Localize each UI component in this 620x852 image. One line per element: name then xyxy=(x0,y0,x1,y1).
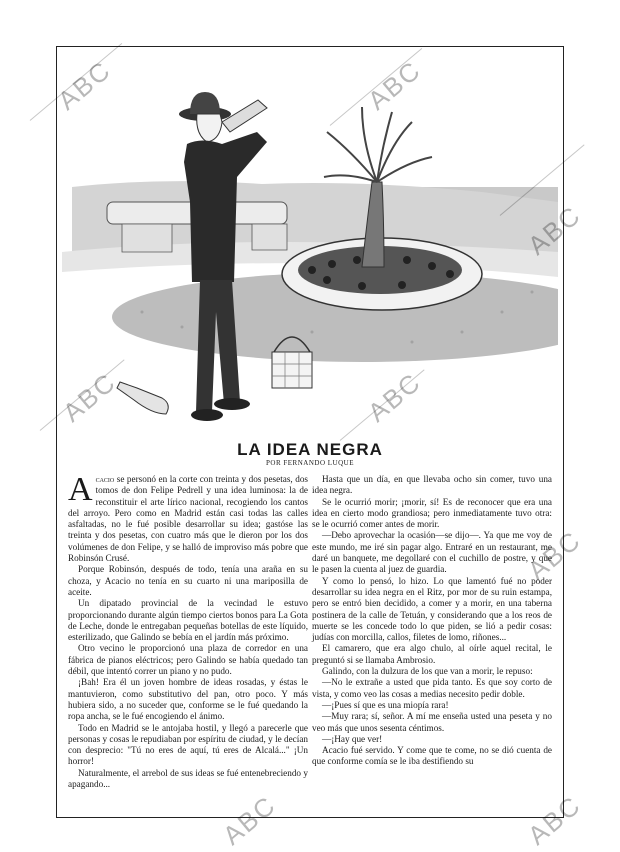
paragraph: —¡Hay que ver! xyxy=(322,733,383,744)
illustration xyxy=(62,52,558,432)
paragraph: Todo en Madrid se le antojaba hostil, y llegó a parecerle que personas y cosas le repudiaban por espíritu de ciudad, y le decían con desprecio: "Tú no eres de aquí, tú eres de Alcalá..." ¡Un horror! xyxy=(68,722,308,767)
article-title: LA IDEA NEGRA xyxy=(237,440,383,459)
paragraph: Galindo, con la dulzura de los que van a morir, le repuso: xyxy=(322,666,533,677)
paragraph: Se le ocurrió morir; ¡morir, sí! Es de reconocer que era una idea en cierto modo grandiosa; pero inmediatamente tuvo otra: se le ocurrió comer antes de morir. xyxy=(312,496,552,530)
opening-text: se personó en la corte con treinta y dos pesetas, dos tomos de don Felipe Pedrell y una idea luminosa: la de reconstituir el arte lírico nacional, recogiendo los cantos del arroyo. Pero como en Madrid están casi todas las calles asfaltadas, no le fué posible desarrollar su idea; gastóse las treinta y dos pesetas, con cuatro más que le dieron por los dos volúmenes de don Felipe, y se halló de improviso más pobre que Robinsón Crusé. xyxy=(68,474,308,564)
watermark-text: ABC xyxy=(51,54,117,116)
right-column xyxy=(312,474,552,768)
watermark-text: ABC xyxy=(56,366,122,428)
fallen-bottle xyxy=(117,382,168,414)
paragraph: —No le extrañe a usted que pida tanto. Es que soy corto de vista, y como veo las cosas a medias necesito pedir doble. xyxy=(312,677,552,699)
paragraph: El camarero, que era algo chulo, al oírle aquel recital, le preguntó si se llamaba Ambrosio. xyxy=(312,643,552,665)
paragraph: Un dipatado provincial de la vecindad le estuvo proporcionando durante algún tiempo ciertos bonos para La Gota de Leche, donde le entregaban pequeñas botellas de este líquido, esterilizado, que Galindo se bebía en el jardín más próximo. xyxy=(68,598,308,643)
paragraph: Porque Robinsón, después de todo, tenía una araña en su choza, y Acacio no tenía en su cuarto ni una mariposilla de aceite. xyxy=(68,564,308,597)
watermark-text: ABC xyxy=(521,199,587,261)
opening-smallcaps: cacio xyxy=(95,474,115,484)
left-column xyxy=(68,471,308,790)
watermark-text: ABC xyxy=(361,54,427,116)
opening-paragraph xyxy=(68,471,308,564)
paragraph: ¡Bah! Era él un joven hombre de ideas rosadas, y éstas le mantuvieron, como substitutivo del pan, otro poco. Y más hubiera sido, a no suceder que, conforme se le fué quedando la ropa ancha, se le fué encogiendo el ánimo. xyxy=(68,677,308,722)
paragraph: Otro vecino le proporcionó una plaza de corredor en una fábrica de pianos eléctricos; pero Galindo se había quedado tan débil, que intentó correr un piano y no pudo. xyxy=(68,643,308,677)
paragraph: Y como lo pensó, lo hizo. Lo que lamentó fué no poder desarrollar su idea negra en el Ritz, por mor de su ruin estampa, pero se entró bien decidido, a comer y a morir, en una taberna postinera de la calle de Tetuán, y considerando que a los reos de muerte se les concede todo lo que piden, se lió a pedir cosas: judías con morcilla, callos, filetes de lomo, riñones... xyxy=(312,575,552,643)
paragraph: —Debo aprovechar la ocasión—se dijo—. Ya que me voy de este mundo, me iré sin pagar algo. Entraré en un restaurant, me daré un banquete, me degollaré con el cuchillo de postre, y que le pasen la cuenta al juez de guardia. xyxy=(312,530,552,575)
watermark-text: ABC xyxy=(521,524,587,586)
paragraph: Acacio fué servido. Y come que te come, no se dió cuenta de que conforme comía se le iba destifiendo su xyxy=(312,745,552,767)
paragraph: Hasta que un día, en que llevaba ocho sin comer, tuvo una idea negra. xyxy=(312,474,552,496)
paragraph: —Muy rara; sí, señor. A mí me enseña usted una peseta y no veo más que unos sesenta céntimos. xyxy=(312,711,552,733)
drop-cap: A xyxy=(68,471,93,508)
article-byline: POR FERNANDO LUQUE xyxy=(266,459,354,467)
watermark-text: ABC xyxy=(521,789,587,851)
watermark-text: ABC xyxy=(216,789,282,851)
paragraph: —¡Pues sí que es una miopía rara! xyxy=(322,699,449,710)
paragraph: Naturalmente, el arrebol de sus ideas se fué entenebreciendo y apagando... xyxy=(68,767,308,790)
watermark-text: ABC xyxy=(361,366,427,428)
